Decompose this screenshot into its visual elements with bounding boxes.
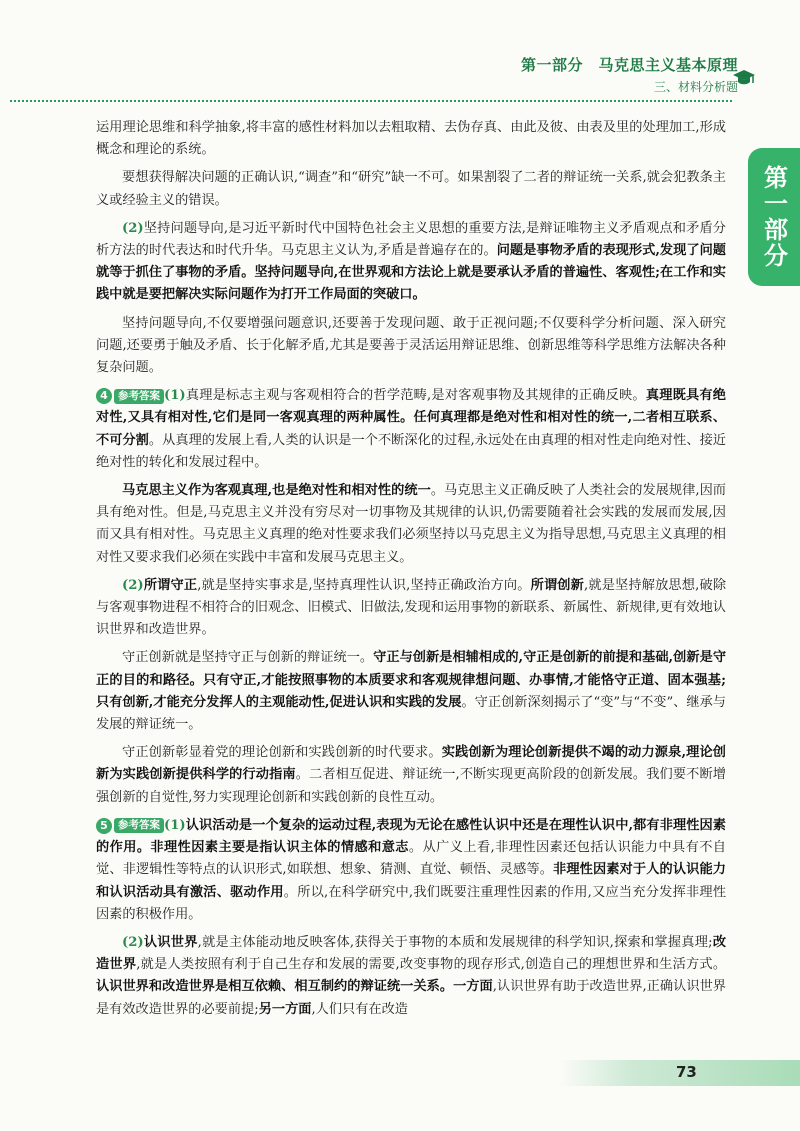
item-number: (2): [122, 220, 144, 236]
text: ,人们只有在改造: [311, 1001, 408, 1017]
header-divider: [10, 100, 732, 102]
text: 。从广义上看,非理性因素还包括认识能力中具有不自觉、非逻辑性等特点的认识形式,如联想、想象、猜测、直觉、顿悟、灵感等。: [96, 840, 726, 878]
item-number: (2): [122, 577, 144, 593]
text: 。从真理的发展上看,人类的认识是一个不断深化的过程,永远处在由真理的相对性走向绝对性、接近绝对性的转化和发展过程中。: [96, 432, 726, 470]
paragraph: [96, 313, 726, 380]
paragraph: [96, 932, 726, 1021]
paragraph: [96, 647, 726, 736]
item-number: (1): [164, 388, 186, 404]
text: 坚持问题导向,不仅要增强问题意识,还要善于发现问题、敢于正视问题;不仅要科学分析问题、深入研究问题,还要勇于触及矛盾、长于化解矛盾,尤其是要善于灵活运用辩证思维、创新思维等科学思维方法解决各种复杂问题。: [96, 315, 726, 376]
text: 守正创新就是坚持守正与创新的辩证统一。: [122, 650, 374, 666]
text: 。马克思主义正确反映了人类社会的发展规律,因而具有绝对性。但是,马克思主义并没有穷尽对一切事物及其规律的认识,仍需要随着社会实践的发展而发展,因而又具有相对性。马克思主义真理的绝对性要求我们必须坚持以马克思主义为指导思想,马克思主义真理的相对性又要求我们必须在实践中丰富和发展马克思主义。: [96, 483, 726, 565]
answer-number-icon: 5: [96, 818, 112, 834]
answer-badge: [96, 388, 164, 404]
paragraph: [96, 480, 726, 569]
text: 。二者相互促进、辩证统一,不断实现更高阶段的创新发展。我们要不断增强创新的自觉性,努力实现理论创新和实践创新的良性互动。: [96, 767, 726, 805]
answer-badge: [96, 818, 164, 834]
bold-text: 认识世界: [143, 934, 198, 950]
subsection-title: 三、材料分析题: [653, 80, 738, 94]
main-content: [96, 117, 726, 1021]
bold-text: 问题是事物矛盾的表现形式,发现了问题就等于抓住了事物的矛盾。坚持问题导向,在世界观和方法论上就是要承认矛盾的普遍性、客观性;在工作和实践中就是要把解决实际问题作为打开工作局面的突破口。: [96, 243, 726, 303]
paragraph: [96, 575, 726, 642]
bold-text: 非理性因素对于人的认识能力和认识活动具有激活、驱动作用: [96, 862, 726, 900]
paragraph: [96, 167, 726, 211]
bold-text: 马克思主义作为客观真理,也是绝对性和相对性的统一: [122, 483, 431, 499]
side-section-tab: [748, 148, 800, 286]
text: 运用理论思维和科学抽象,将丰富的感性材料加以去粗取精、去伪存真、由此及彼、由表及里的处理加工,形成概念和理论的系统。: [96, 120, 726, 158]
bold-text: 实践创新为理论创新提供不竭的动力源泉,理论创新为实践创新提供科学的行动指南: [96, 745, 726, 783]
section-title: 第一部分 马克思主义基本原理: [520, 56, 738, 74]
text: ,就是主体能动地反映客体,获得关于事物的本质和发展规律的科学知识,探索和掌握真理;: [197, 934, 713, 950]
graduation-cap-icon: [732, 66, 756, 90]
text: 。所以,在科学研究中,我们既要注重理性因素的作用,又应当充分发挥非理性因素的积极作用。: [96, 884, 727, 922]
paragraph: [96, 117, 726, 161]
paragraph: [96, 218, 726, 307]
text: ,就是坚持解放思想,破除与客观事物进程不相符合的旧观念、旧模式、旧做法,发现和运用事物的新联系、新属性、新规律,更有效地认识世界和改造世界。: [96, 577, 727, 638]
bold-text: 守正与创新是相辅相成的,守正是创新的前提和基础,创新是守正的目的和路径。只有守正,才能按照事物的本质要求和客观规律想问题、办事情,才能恪守正道、固本强基;只有创新,才能充分发挥人的主观能动性,促进认识和实践的发展: [96, 650, 727, 710]
answer-paragraph: [96, 385, 726, 474]
side-tab-label: 第一部分: [759, 165, 788, 269]
answer-paragraph: [96, 815, 726, 926]
page-header: [521, 54, 738, 95]
item-number: (1): [164, 817, 186, 833]
text: ,就是人类按照有利于自己生存和发展的需要,改变事物的现存形式,创造自己的理想世界和生活方式。: [136, 957, 727, 973]
bold-text: 所谓创新: [530, 577, 584, 593]
item-number: (2): [122, 934, 144, 950]
text: 要想获得解决问题的正确认识,“调查”和“研究”缺一不可。如果割裂了二者的辩证统一关系,就会犯教条主义或经验主义的错误。: [96, 170, 726, 208]
bold-text: 另一方面: [258, 1001, 312, 1017]
bold-text: 认识活动是一个复杂的运动过程,表现为无论在感性认识中还是在理性认识中,都有非理性因素的作用。非理性因素主要是指认识主体的情感和意志: [96, 817, 726, 856]
answer-number-icon: 4: [96, 388, 112, 404]
text: 守正创新彰显着党的理论创新和实践创新的时代要求。: [122, 745, 442, 761]
text: ,就是坚持实事求是,坚持真理性认识,坚持正确政治方向。: [197, 577, 531, 593]
text: 真理是标志主观与客观相符合的哲学范畴,是对客观事物及其规律的正确反映。: [185, 388, 646, 404]
answer-tag: 参考答案: [114, 818, 164, 833]
text: 坚持问题导向,是习近平新时代中国特色社会主义思想的重要方法,是辩证唯物主义矛盾观点和矛盾分析方法的时代表达和时代升华。马克思主义认为,矛盾是普遍存在的。: [96, 220, 726, 259]
bold-text: 改造世界: [96, 934, 727, 973]
bold-text: 认识世界和改造世界是相互依赖、相互制约的辩证统一关系。一方面: [96, 979, 493, 995]
answer-tag: 参考答案: [114, 389, 164, 404]
page-number: 73: [676, 1063, 697, 1081]
bold-text: 所谓守正: [143, 577, 198, 593]
paragraph: [96, 742, 726, 809]
text: ,认识世界有助于改造世界,正确认识世界是有效改造世界的必要前提;: [96, 979, 726, 1017]
bold-text: 真理既具有绝对性,又具有相对性,它们是同一客观真理的两种属性。任何真理都是绝对性和相对性的统一,二者相互联系、不可分割: [96, 388, 726, 448]
text: 。守正创新深刻揭示了“变”与“不变”、继承与发展的辩证统一。: [96, 694, 726, 733]
